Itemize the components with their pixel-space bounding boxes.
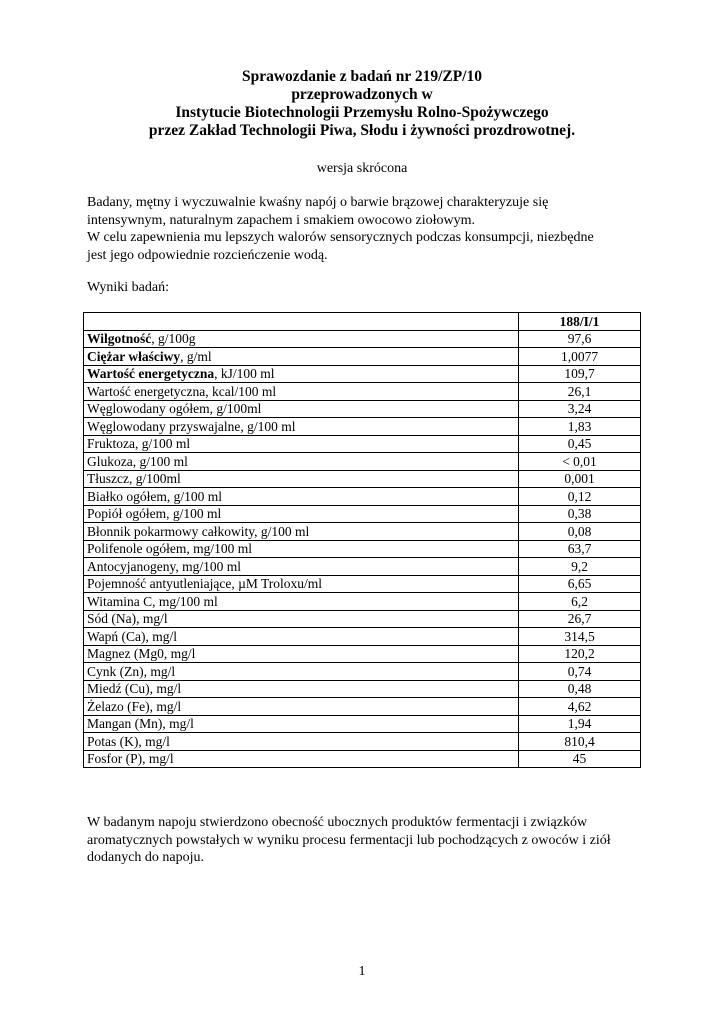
parameter-value-cell: 0,74 <box>519 663 641 681</box>
parameter-value-cell: 9,2 <box>519 558 641 576</box>
title-line: przeprowadzonych w <box>291 86 433 103</box>
parameter-value-cell: 810,4 <box>519 733 641 751</box>
parameter-name-bold: Ciężar właściwy <box>87 348 181 364</box>
table-header-row <box>84 313 641 331</box>
parameter-value-cell: 0,08 <box>519 523 641 541</box>
parameter-name-cell <box>84 435 519 453</box>
parameter-name-cell <box>84 750 519 768</box>
intro-paragraph <box>87 194 647 264</box>
parameter-value-cell: 6,65 <box>519 575 641 593</box>
title-line: Sprawozdanie z badań nr 219/ZP/10 <box>241 68 482 85</box>
table-row <box>84 575 641 593</box>
parameter-name-cell <box>84 575 519 593</box>
table-row <box>84 488 641 506</box>
table-row <box>84 330 641 348</box>
parameter-name-cell <box>84 488 519 506</box>
parameter-name-text: Potas (K), mg/l <box>87 733 170 749</box>
table-row <box>84 680 641 698</box>
parameter-name-cell <box>84 383 519 401</box>
title-line: Instytucie Biotechnologii Przemysłu Rolno-Spożywczego <box>175 104 549 121</box>
parameter-value-cell: 1,0077 <box>519 348 641 366</box>
parameter-value-cell: 3,24 <box>519 400 641 418</box>
parameter-name-text: Glukoza, g/100 ml <box>87 453 188 469</box>
parameter-name-cell <box>84 418 519 436</box>
results-table <box>83 312 641 768</box>
parameter-value-cell: 63,7 <box>519 540 641 558</box>
parameter-name-cell <box>84 400 519 418</box>
parameter-value-cell: 97,6 <box>519 330 641 348</box>
parameter-name-cell <box>84 523 519 541</box>
parameter-name-text: Magnez (Mg0, mg/l <box>87 646 196 662</box>
table-row <box>84 418 641 436</box>
parameter-value-cell: 45 <box>519 750 641 768</box>
table-row <box>84 733 641 751</box>
conclusion-paragraph <box>87 814 657 867</box>
conclusion-line: W badanym napoju stwierdzono obecność ubocznych produktów fermentacji i związków <box>87 815 588 830</box>
parameter-name-cell <box>84 505 519 523</box>
parameter-name-cell <box>84 558 519 576</box>
parameter-value-cell: 26,7 <box>519 610 641 628</box>
parameter-value-cell: 26,1 <box>519 383 641 401</box>
intro-line: intensywnym, naturalnym zapachem i smakiem owocowo ziołowym. <box>87 212 476 228</box>
parameter-name-cell <box>84 715 519 733</box>
intro-line: Badany, mętny i wyczuwalnie kwaśny napój o barwie brązowej charakteryzuje się <box>87 195 549 210</box>
parameter-name-cell <box>84 365 519 383</box>
parameter-name-text: , g/ml <box>180 348 212 364</box>
table-row <box>84 400 641 418</box>
table-row <box>84 628 641 646</box>
parameter-name-text: Popiół ogółem, g/100 ml <box>87 506 222 522</box>
conclusion-line: dodanych do napoju. <box>87 850 205 865</box>
parameter-name-cell <box>84 330 519 348</box>
conclusion-line: aromatycznych powstałych w wyniku procesu fermentacji lub pochodzących z owoców i ziół <box>87 832 611 848</box>
table-row <box>84 365 641 383</box>
parameter-name-text: Węglowodany przyswajalne, g/100 ml <box>87 418 296 434</box>
table-row <box>84 435 641 453</box>
parameter-name-text: Miedź (Cu), mg/l <box>87 681 182 697</box>
parameter-name-text: Mangan (Mn), mg/l <box>87 716 194 732</box>
parameter-name-cell <box>84 698 519 716</box>
parameter-name-text: , g/100g <box>151 331 196 347</box>
table-row <box>84 593 641 611</box>
table-row <box>84 453 641 471</box>
table-row <box>84 698 641 716</box>
table-row <box>84 750 641 768</box>
parameter-name-text: Fruktoza, g/100 ml <box>87 436 191 452</box>
parameter-name-text: Cynk (Zn), mg/l <box>87 663 176 679</box>
parameter-name-cell <box>84 540 519 558</box>
parameter-name-text: Błonnik pokarmowy całkowity, g/100 ml <box>87 523 310 539</box>
parameter-name-cell <box>84 680 519 698</box>
parameter-name-cell <box>84 645 519 663</box>
parameter-value-cell: 1,83 <box>519 418 641 436</box>
table-row <box>84 505 641 523</box>
parameter-name-text: Witamina C, mg/100 ml <box>87 593 218 609</box>
parameter-name-text: Antocyjanogeny, mg/100 ml <box>87 558 241 574</box>
parameter-name-bold: Wilgotność <box>87 331 152 347</box>
parameter-name-text: Białko ogółem, g/100 ml <box>87 488 222 504</box>
title-line: przez Zakład Technologii Piwa, Słodu i żywności prozdrowotnej. <box>148 122 576 139</box>
table-row <box>84 645 641 663</box>
parameter-name-cell <box>84 453 519 471</box>
parameter-value-cell: 6,2 <box>519 593 641 611</box>
parameter-name-bold: Wartość energetyczna <box>87 366 215 382</box>
header-sample-id: 188/I/1 <box>519 313 641 331</box>
parameter-name-text: , kJ/100 ml <box>214 366 275 382</box>
parameter-name-cell <box>84 663 519 681</box>
results-label: Wyniki badań: <box>87 280 169 295</box>
table-row <box>84 348 641 366</box>
parameter-name-text: Węglowodany ogółem, g/100ml <box>87 401 262 417</box>
parameter-value-cell: < 0,01 <box>519 453 641 471</box>
parameter-name-cell <box>84 628 519 646</box>
parameter-value-cell: 0,45 <box>519 435 641 453</box>
parameter-name-text: Wartość energetyczna, kcal/100 ml <box>87 383 277 399</box>
parameter-value-cell: 0,38 <box>519 505 641 523</box>
table-row <box>84 523 641 541</box>
parameter-value-cell: 4,62 <box>519 698 641 716</box>
table-row <box>84 715 641 733</box>
parameter-name-text: Wapń (Ca), mg/l <box>87 628 178 644</box>
parameter-value-cell: 1,94 <box>519 715 641 733</box>
parameter-name-text: Polifenole ogółem, mg/100 ml <box>87 541 252 557</box>
parameter-name-cell <box>84 610 519 628</box>
page-number: 1 <box>358 964 366 979</box>
table-row <box>84 558 641 576</box>
version-label: wersja skrócona <box>316 161 408 176</box>
parameter-name-cell <box>84 348 519 366</box>
parameter-name-text: Żelazo (Fe), mg/l <box>87 698 182 714</box>
parameter-name-cell <box>84 593 519 611</box>
parameter-value-cell: 0,001 <box>519 470 641 488</box>
intro-line: jest jego odpowiednie rozcieńczenie wodą. <box>87 247 328 263</box>
intro-line: W celu zapewnienia mu lepszych walorów sensorycznych podczas konsumpcji, niezbędne <box>87 230 594 245</box>
table-row <box>84 540 641 558</box>
parameter-name-text: Tłuszcz, g/100ml <box>87 471 181 487</box>
table-row <box>84 610 641 628</box>
results-table-body <box>84 330 641 768</box>
parameter-value-cell: 314,5 <box>519 628 641 646</box>
parameter-value-cell: 109,7 <box>519 365 641 383</box>
parameter-name-text: Fosfor (P), mg/l <box>87 751 174 767</box>
parameter-value-cell: 0,48 <box>519 680 641 698</box>
table-row <box>84 470 641 488</box>
parameter-name-cell <box>84 470 519 488</box>
header-name-cell <box>84 313 519 331</box>
table-row <box>84 383 641 401</box>
parameter-name-text: Pojemność antyutleniające, µM Troloxu/ml <box>87 576 323 592</box>
report-title <box>0 68 724 140</box>
parameter-value-cell: 120,2 <box>519 645 641 663</box>
parameter-value-cell: 0,12 <box>519 488 641 506</box>
parameter-name-cell <box>84 733 519 751</box>
table-row <box>84 663 641 681</box>
parameter-name-text: Sód (Na), mg/l <box>87 611 168 627</box>
